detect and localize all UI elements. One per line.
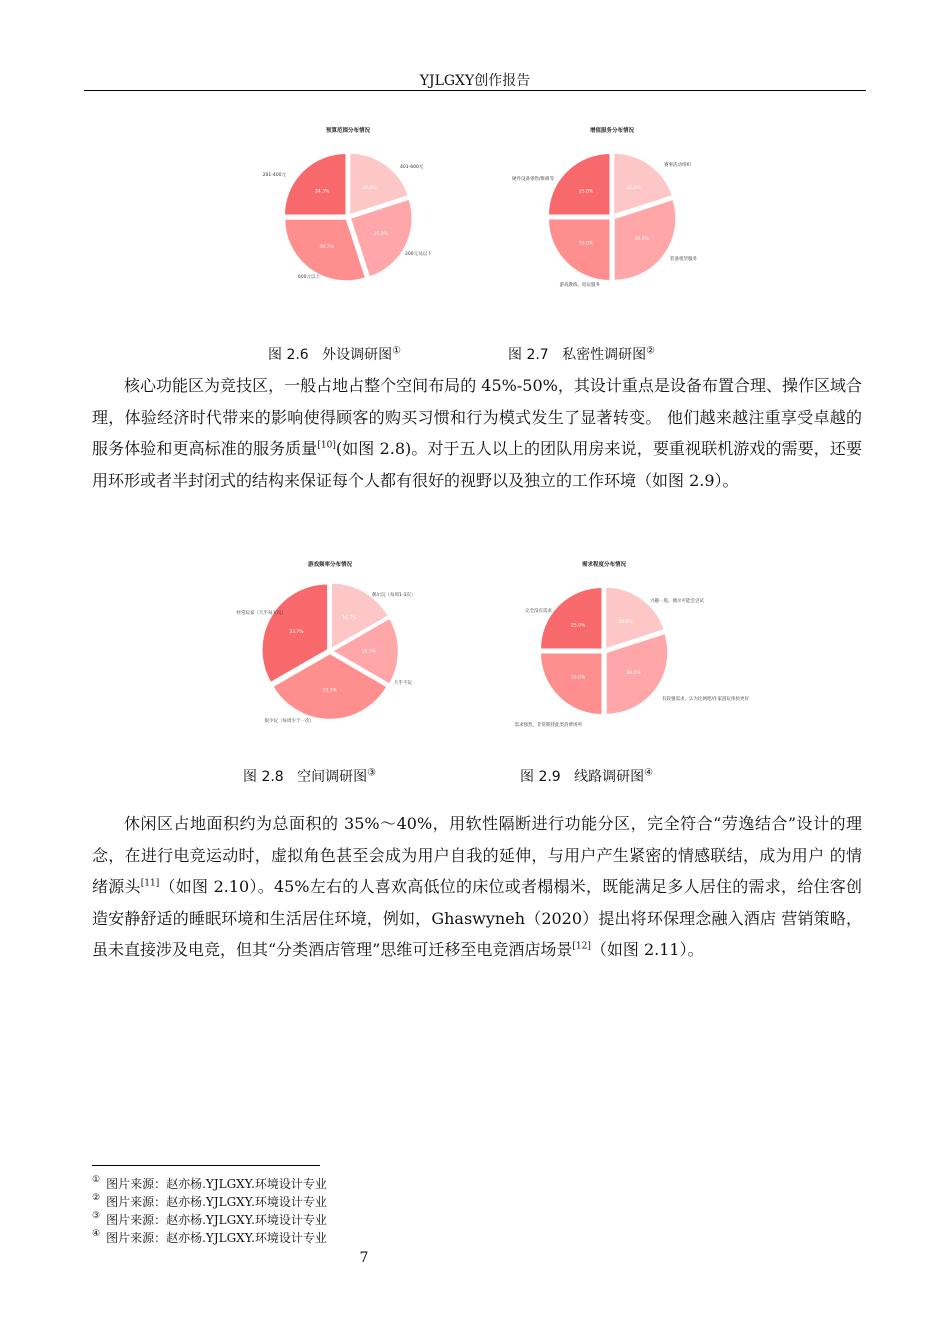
caption-label: 图 2.6 [268,347,309,363]
slice-value-label: 24.3% [314,189,330,195]
pie-chart-game-frequency [216,554,430,734]
slice-value-label: 20.0% [618,619,633,625]
body-paragraph-leisure-area: 休闲区占地面积约为总面积的 35%～40%，用软性隔断进行功能分区，完全符合“劳逸结合”设计的理念，在进行电竞运动时，虚拟角色甚至会成为用户自我的延伸，与用户产生紧密的情感联结，成为用户 的情绪源头[11]（如图 2.10）。45%左右的人喜欢高低位的床位或者榻榻米，既能满足多人居住的需求，给住客创造安静舒适的睡眠环境和生活居住环境，例如，Ghaswyneh（2020）提出将环保理念融入酒店 营销策略，虽未直接涉及电竞，但其“分类酒店管理”思维可迁移至电竞酒店场景[12]（如图 2.11）。 [92,814,862,959]
pie-chart-demand-level [500,554,750,734]
caption-title: 空间调研图 [297,769,368,785]
slice-category-label: 几乎不玩 [394,681,412,686]
slice-value-label: 16.7% [342,615,357,621]
pie-slice [540,653,602,715]
figure-caption-2-6 [268,344,401,364]
chart-title: 游戏频率分布情况 [307,562,353,568]
body-paragraph-competition-area: 核心功能区为竞技区，一般占地占整个空间布局的 45%-50%，其设计重点是设备布置合理、操作区域合理，体验经济时代带来的影响使得顾客的购买习惯和行为模式发生了显著转变。 他们越来越注重享受卓越的服务体验和更高标准的服务质量[10](如图 2.8)。对于五人以上的团队用房来说，要重视联机游戏的需要，还要用环形或者半封闭式的结构来保证每个人都有很好的视野以及独立的工作环境（如图 2.9）。 [92,376,862,490]
pie-chart-value-added-services [511,120,718,300]
header-rule [84,90,866,91]
slice-category-label: 赛事活动组织 [664,163,691,168]
slice-category-label: 200元及以下 [405,252,432,257]
slice-category-label: 401-600元 [400,165,424,170]
citation-ref: [12] [572,941,591,952]
citation-ref: [11] [140,878,160,889]
chart-title: 需求程度分布情况 [581,562,627,568]
slice-category-label: 兴趣一般，偶尔可能会尝试 [650,599,704,604]
figure-caption-2-7 [508,344,655,364]
slice-value-label: 30.0% [626,671,641,677]
slice-category-label: 很少玩（每周少于一次） [264,719,314,724]
caption-title: 外设调研图 [322,347,393,363]
slice-category-label: 有较强需求，认为比网吧/住家游玩体验更好 [662,697,750,702]
footnote: ④ 图片来源：赵亦杨.YJLGXY.环境设计专业 [92,1229,327,1245]
pie-slice [540,587,602,649]
slice-value-label: 25.0% [570,623,586,629]
footnote: ① 图片来源：赵亦杨.YJLGXY.环境设计专业 [92,1175,327,1191]
chart-title: 预算范围分布情况 [325,128,371,134]
slice-value-label: 33.3% [322,688,338,694]
running-header: YJLGXY创作报告 [419,73,531,89]
slice-category-label: 201-400元 [262,173,286,178]
footnote: ② 图片来源：赵亦杨.YJLGXY.环境设计专业 [92,1193,327,1209]
caption-label: 图 2.7 [508,347,549,363]
caption-label: 图 2.9 [520,769,561,785]
page-number: 7 [359,1250,369,1266]
citation-ref: [10] [317,440,336,451]
slice-value-label: 30.7% [319,245,334,251]
slice-value-label: 30.0% [634,237,649,243]
slice-value-label: 25.0% [578,189,594,195]
caption-title: 线路调研图 [574,769,645,785]
chart-title: 增值服务分布情况 [589,128,635,134]
slice-category-label: 经常玩家（几乎每天玩） [236,611,286,616]
footnote: ③ 图片来源：赵亦杨.YJLGXY.环境设计专业 [92,1211,327,1227]
caption-title: 私密性调研图 [562,347,647,363]
slice-category-label: 偶尔玩（每周1-3次） [372,593,416,598]
slice-category-label: 硬件设备零售/维修等 [511,177,554,182]
pie-slice [284,153,346,215]
slice-value-label: 33.7% [289,630,304,636]
slice-value-label: 25.0% [373,232,388,238]
slice-value-label: 25.0% [578,241,594,247]
slice-category-label: 游戏教练、陪玩服务 [559,283,600,288]
slice-category-label: 装备租赁服务 [670,257,697,262]
caption-footnote-mark: ② [646,345,656,357]
slice-value-label: 25.0% [570,675,586,681]
caption-footnote-mark: ③ [367,767,377,779]
pie-slice [548,153,610,215]
footnote-rule [92,1165,320,1166]
slice-category-label: 600元以上 [297,275,320,280]
caption-label: 图 2.8 [243,769,284,785]
caption-footnote-mark: ④ [644,767,654,779]
pie-slice [548,219,610,281]
slice-value-label: 16.7% [361,649,376,655]
caption-footnote-mark: ① [392,345,402,357]
slice-value-label: 20.0% [362,185,377,191]
slice-category-label: 完全没有需求 [525,609,552,614]
slice-category-label: 需求强烈，非常期待此类消费场所 [514,723,582,728]
figure-caption-2-9 [520,766,653,786]
pie-chart-budget [258,120,448,300]
figure-caption-2-8 [243,766,376,786]
slice-value-label: 20.0% [626,185,641,191]
